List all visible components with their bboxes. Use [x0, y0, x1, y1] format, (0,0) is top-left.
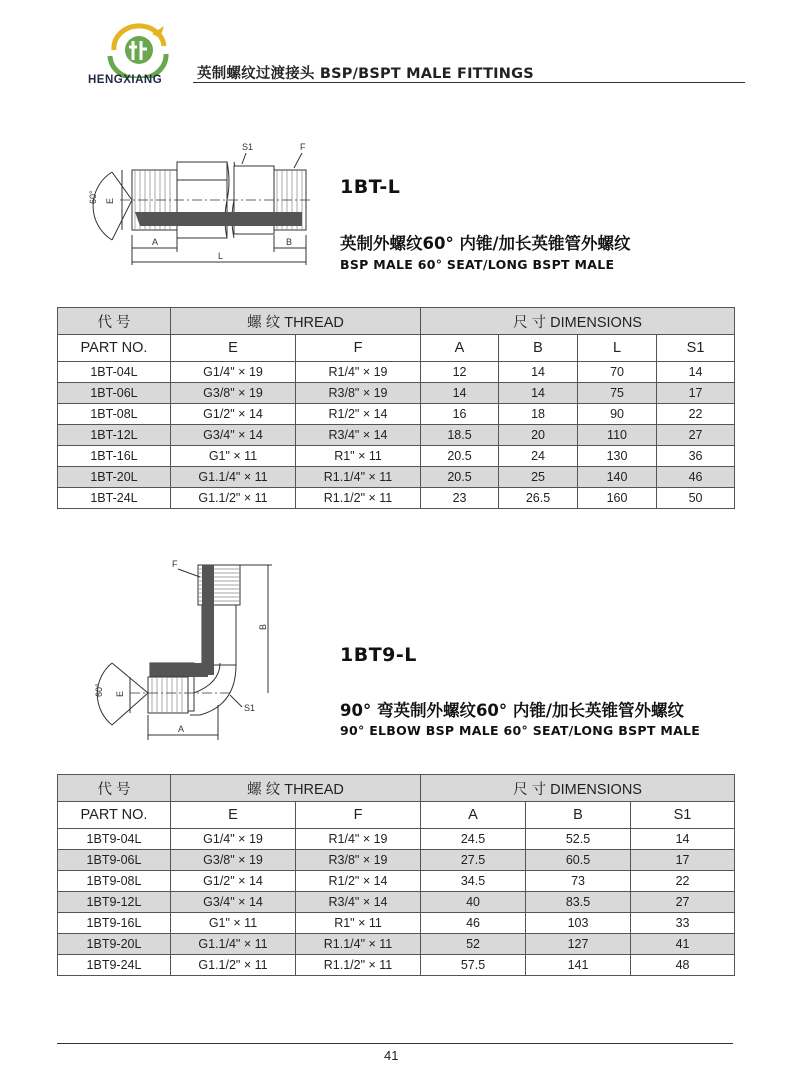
table-1bt-l	[57, 307, 735, 509]
header-part-no: PART NO.	[58, 335, 171, 362]
page-number: 41	[384, 1048, 399, 1063]
page-header-title: 英制螺纹过渡接头 BSP/BSPT MALE FITTINGS	[197, 66, 534, 82]
table-cell: 160	[578, 488, 657, 509]
part-number-cell: 1BT9-06L	[58, 850, 171, 871]
table-cell: 36	[657, 446, 735, 467]
part-number-cell: 1BT-24L	[58, 488, 171, 509]
footer-divider	[57, 1043, 733, 1044]
table-cell: R1.1/4" × 11	[296, 934, 421, 955]
table-cell: R1" × 11	[296, 446, 421, 467]
table-cell: 90	[578, 404, 657, 425]
table-cell: 18.5	[421, 425, 499, 446]
table-cell: 52.5	[526, 829, 631, 850]
table-cell: R1/2" × 14	[296, 871, 421, 892]
table-1bt9-l	[57, 774, 735, 976]
table-cell: 17	[631, 850, 735, 871]
part-number-cell: 1BT9-20L	[58, 934, 171, 955]
table-row	[58, 488, 735, 509]
table-cell: R1.1/4" × 11	[296, 467, 421, 488]
table-cell: R3/4" × 14	[296, 892, 421, 913]
dim-a-label-2: A	[178, 724, 185, 734]
table-cell: 57.5	[421, 955, 526, 976]
table-cell: 70	[578, 362, 657, 383]
table-cell: G1/2" × 14	[171, 404, 296, 425]
section1-code: 1BT-L	[340, 176, 401, 198]
header-divider	[193, 82, 745, 83]
header-col-a-2: A	[421, 802, 526, 829]
table-cell: 40	[421, 892, 526, 913]
table-cell: 20.5	[421, 446, 499, 467]
header-col-f-2: F	[296, 802, 421, 829]
table-cell: G1.1/2" × 11	[171, 488, 296, 509]
dim-b-label: B	[286, 237, 293, 247]
header-col-e: E	[171, 335, 296, 362]
table-cell: G1.1/2" × 11	[171, 955, 296, 976]
table-cell: 27.5	[421, 850, 526, 871]
table-cell: 26.5	[499, 488, 578, 509]
table-cell: 33	[631, 913, 735, 934]
table-row	[58, 467, 735, 488]
table-row	[58, 362, 735, 383]
table-cell: 52	[421, 934, 526, 955]
table-cell: 24	[499, 446, 578, 467]
part-number-cell: 1BT9-04L	[58, 829, 171, 850]
header-col-b: B	[499, 335, 578, 362]
table-cell: R1/4" × 19	[296, 829, 421, 850]
table-cell: 14	[499, 362, 578, 383]
dim-f-label: F	[300, 142, 306, 152]
table-row	[58, 955, 735, 976]
table-cell: R1/4" × 19	[296, 362, 421, 383]
table-cell: 46	[421, 913, 526, 934]
part-number-cell: 1BT9-08L	[58, 871, 171, 892]
table-row	[58, 913, 735, 934]
header-col-e-2: E	[171, 802, 296, 829]
angle-label-2: 60°	[94, 683, 104, 697]
table-cell: 110	[578, 425, 657, 446]
part-number-cell: 1BT9-24L	[58, 955, 171, 976]
table-cell: G1/4" × 19	[171, 362, 296, 383]
table-cell: 18	[499, 404, 578, 425]
table-cell: 83.5	[526, 892, 631, 913]
table-cell: 127	[526, 934, 631, 955]
part-number-cell: 1BT-20L	[58, 467, 171, 488]
table-cell: 48	[631, 955, 735, 976]
header-dimensions-2: 尺 寸 DIMENSIONS	[421, 775, 735, 802]
header-col-s1-2: S1	[631, 802, 735, 829]
table-row	[58, 892, 735, 913]
part-number-cell: 1BT-06L	[58, 383, 171, 404]
table-cell: 25	[499, 467, 578, 488]
table-cell: 22	[657, 404, 735, 425]
table-cell: 23	[421, 488, 499, 509]
table-cell: 17	[657, 383, 735, 404]
table-cell: R3/8" × 19	[296, 850, 421, 871]
dim-f-label-2: F	[172, 559, 178, 569]
table-cell: 46	[657, 467, 735, 488]
table-row	[58, 871, 735, 892]
table-cell: G3/8" × 19	[171, 850, 296, 871]
table-cell: 14	[421, 383, 499, 404]
table-cell: 60.5	[526, 850, 631, 871]
table-cell: 24.5	[421, 829, 526, 850]
table-cell: G1.1/4" × 11	[171, 467, 296, 488]
section1-title-cn: 英制外螺纹60° 内锥/加长英锥管外螺纹	[340, 234, 631, 253]
table-cell: R3/8" × 19	[296, 383, 421, 404]
table-cell: G3/4" × 14	[171, 892, 296, 913]
header-code-cn-2: 代 号	[58, 775, 171, 802]
table-cell: 34.5	[421, 871, 526, 892]
table-row	[58, 934, 735, 955]
table-cell: G1/4" × 19	[171, 829, 296, 850]
hengxiang-logo	[100, 22, 178, 78]
angle-label: 60°	[88, 190, 98, 204]
part-number-cell: 1BT-04L	[58, 362, 171, 383]
table-cell: 12	[421, 362, 499, 383]
table-cell: 20	[499, 425, 578, 446]
header-col-s1: S1	[657, 335, 735, 362]
table-cell: G1" × 11	[171, 913, 296, 934]
dim-e-label: E	[105, 197, 115, 204]
header-thread-2: 螺 纹 THREAD	[171, 775, 421, 802]
section2-title-cn: 90° 弯英制外螺纹60° 内锥/加长英锥管外螺纹	[340, 701, 684, 720]
dim-s1-label: S1	[242, 142, 254, 152]
header-thread: 螺 纹 THREAD	[171, 308, 421, 335]
header-col-a: A	[421, 335, 499, 362]
table-row	[58, 446, 735, 467]
table-cell: 140	[578, 467, 657, 488]
table-cell: 14	[499, 383, 578, 404]
table-row	[58, 383, 735, 404]
table-cell: G1" × 11	[171, 446, 296, 467]
header-code-cn: 代 号	[58, 308, 171, 335]
brand-name: HENGXIANG	[88, 74, 163, 86]
table-cell: 75	[578, 383, 657, 404]
table-cell: 50	[657, 488, 735, 509]
header-col-l: L	[578, 335, 657, 362]
table-row	[58, 404, 735, 425]
table-cell: 22	[631, 871, 735, 892]
table-cell: 130	[578, 446, 657, 467]
dim-l-label: L	[218, 251, 224, 261]
header-dimensions: 尺 寸 DIMENSIONS	[421, 308, 735, 335]
table-cell: G3/4" × 14	[171, 425, 296, 446]
table-row	[58, 850, 735, 871]
table-cell: 103	[526, 913, 631, 934]
part-number-cell: 1BT9-12L	[58, 892, 171, 913]
header-col-f: F	[296, 335, 421, 362]
fitting-1bt-l-drawing	[80, 140, 320, 275]
table-cell: 141	[526, 955, 631, 976]
table-cell: 14	[631, 829, 735, 850]
table-row	[58, 425, 735, 446]
table-cell: 73	[526, 871, 631, 892]
dim-a-label: A	[152, 237, 159, 247]
table-cell: R3/4" × 14	[296, 425, 421, 446]
table-cell: 14	[657, 362, 735, 383]
part-number-cell: 1BT-12L	[58, 425, 171, 446]
section2-title-en: 90° ELBOW BSP MALE 60° SEAT/LONG BSPT MALE	[340, 723, 701, 738]
table-cell: R1" × 11	[296, 913, 421, 934]
table-cell: 27	[631, 892, 735, 913]
table-cell: G3/8" × 19	[171, 383, 296, 404]
table-cell: R1.1/2" × 11	[296, 488, 421, 509]
dim-e-label-2: E	[115, 690, 125, 697]
part-number-cell: 1BT9-16L	[58, 913, 171, 934]
table-cell: 27	[657, 425, 735, 446]
table-cell: 20.5	[421, 467, 499, 488]
table-cell: 16	[421, 404, 499, 425]
dim-b-label-2: B	[258, 623, 268, 630]
table-cell: 41	[631, 934, 735, 955]
table-row	[58, 829, 735, 850]
header-col-b-2: B	[526, 802, 631, 829]
table-cell: R1.1/2" × 11	[296, 955, 421, 976]
section2-code: 1BT9-L	[340, 644, 417, 666]
table-cell: G1.1/4" × 11	[171, 934, 296, 955]
table-cell: G1/2" × 14	[171, 871, 296, 892]
section1-title-en: BSP MALE 60° SEAT/LONG BSPT MALE	[340, 257, 615, 272]
header-part-no-2: PART NO.	[58, 802, 171, 829]
part-number-cell: 1BT-08L	[58, 404, 171, 425]
dim-s1-label-2: S1	[244, 703, 256, 713]
fitting-1bt9-l-drawing	[90, 555, 280, 745]
part-number-cell: 1BT-16L	[58, 446, 171, 467]
table-cell: R1/2" × 14	[296, 404, 421, 425]
